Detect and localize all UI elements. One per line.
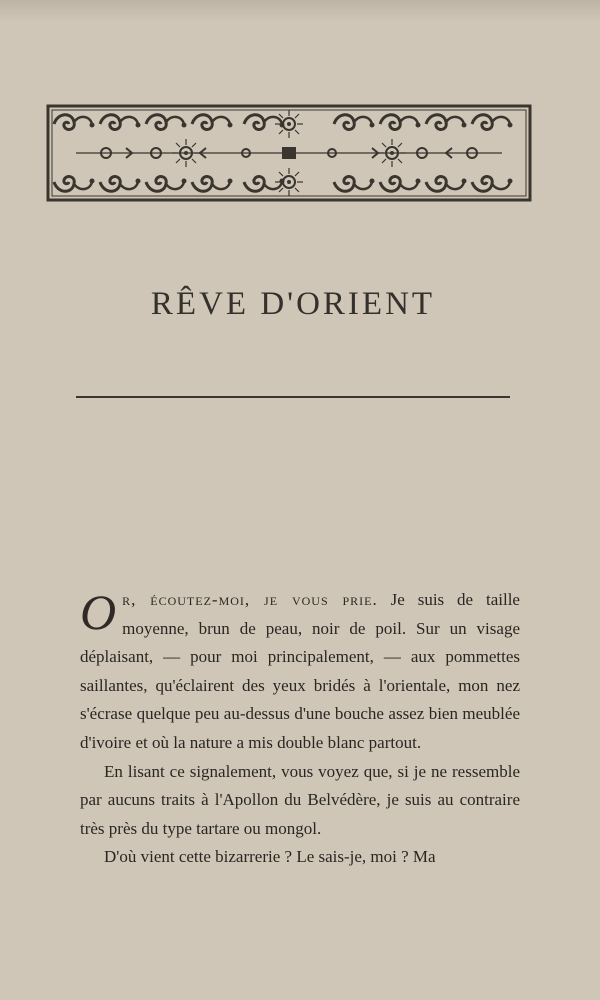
title-rule: [76, 396, 510, 398]
paragraph-2: En lisant ce signalement, vous voyez que, si je ne ressemble par aucuns traits à l'Apollon du Belvédère, je suis au contraire très près du type tartare ou mongol.: [80, 761, 520, 838]
drop-cap: O: [80, 584, 117, 640]
page-top-edge: [0, 0, 600, 22]
paragraph-1-text: Je suis de taille moyenne, brun de peau, noir de poil. Sur un visage déplaisant, — pour moi principalement, — aux pommettes saillantes, qu'éclairent des yeux bridés à l'orientale, mon nez s'écrase quelque peu au-dessus d'une bouche assez bien meublée d'ivoire et où la nature a mis double blanc partout.: [80, 590, 520, 752]
decorative-vignette-icon: [46, 104, 532, 202]
paragraph-1: [80, 586, 520, 758]
lead-in: r, écoutez-moi, je vous prie.: [122, 590, 378, 609]
paragraph-3: D'où vient cette bizarrerie ? Le sais-je, moi ? Ma: [104, 847, 436, 867]
chapter-title: RÊVE D'ORIENT: [150, 286, 436, 322]
body-text: [80, 586, 520, 872]
